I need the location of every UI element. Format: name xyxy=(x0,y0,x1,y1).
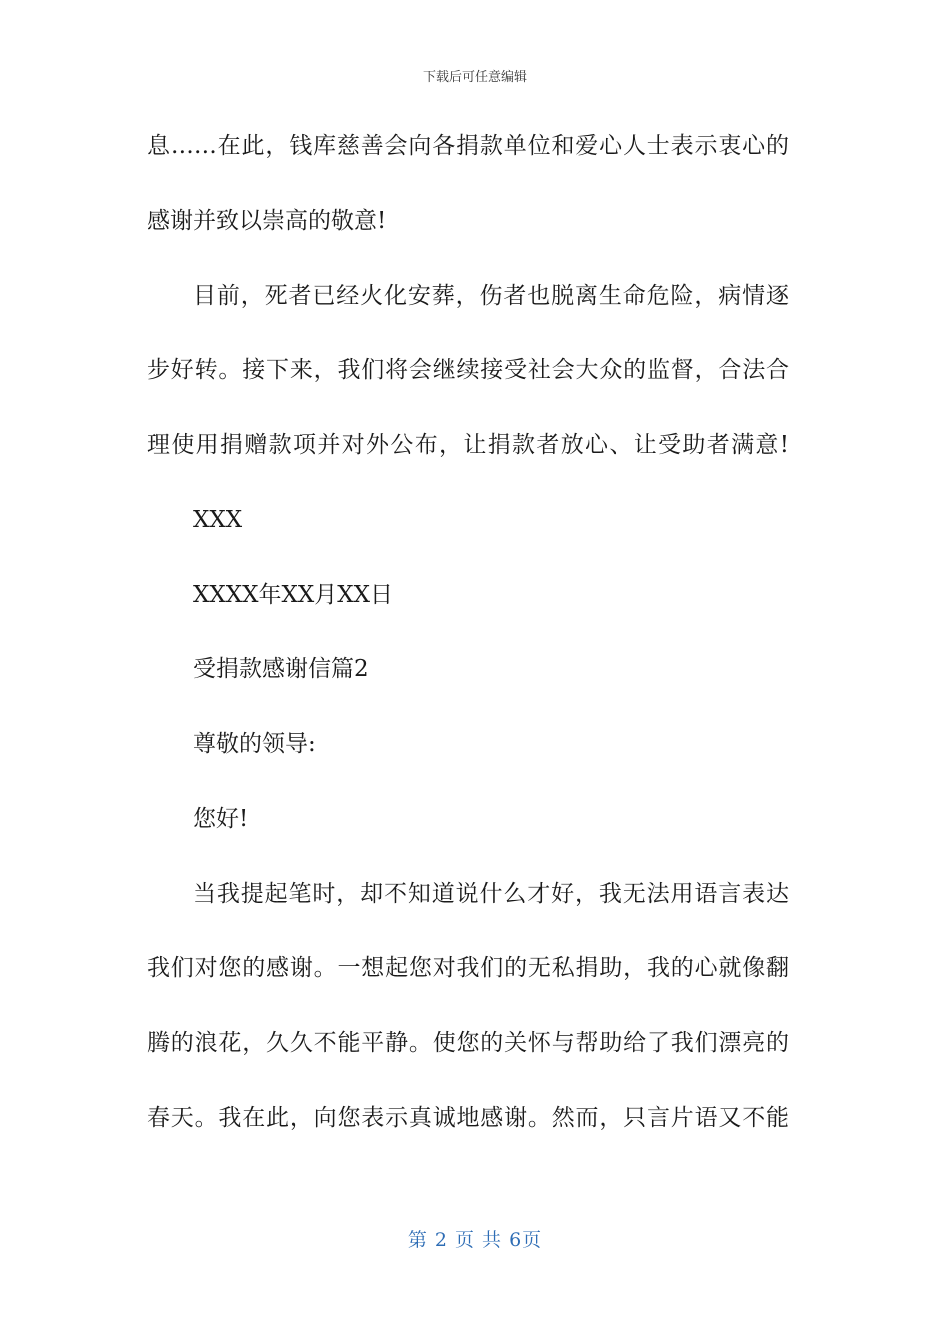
body-line: 感谢并致以崇高的敬意! xyxy=(147,208,387,234)
body-line: 腾的浪花，久久不能平静。使您的关怀与帮助给了我们漂亮的 xyxy=(147,1030,789,1056)
section-title: 受捐款感谢信篇2 xyxy=(193,656,369,682)
signature: XXX xyxy=(193,507,243,533)
greeting: 您好! xyxy=(193,806,249,832)
body-line: 理使用捐赠款项并对外公布，让捐款者放心、让受助者满意! xyxy=(147,432,789,458)
body-line: 目前，死者已经火化安葬，伤者也脱离生命危险，病情逐 xyxy=(193,283,789,309)
page-header: 下载后可任意编辑 xyxy=(422,70,527,85)
body-line: 息……在此，钱库慈善会向各捐款单位和爱心人士表示衷心的 xyxy=(147,133,789,159)
body-line: 我们对您的感谢。一想起您对我们的无私捐助，我的心就像翻 xyxy=(147,955,789,981)
salutation: 尊敬的领导: xyxy=(193,731,316,757)
date-line: XXXX年XX月XX日 xyxy=(193,582,393,608)
body-line: 春天。我在此，向您表示真诚地感谢。然而，只言片语又不能 xyxy=(147,1105,789,1131)
body-line: 当我提起笔时，却不知道说什么才好，我无法用语言表达 xyxy=(193,881,789,907)
body-line: 步好转。接下来，我们将会继续接受社会大众的监督，合法合 xyxy=(147,357,789,383)
page-number: 第 2 页 共 6页 xyxy=(407,1229,543,1251)
